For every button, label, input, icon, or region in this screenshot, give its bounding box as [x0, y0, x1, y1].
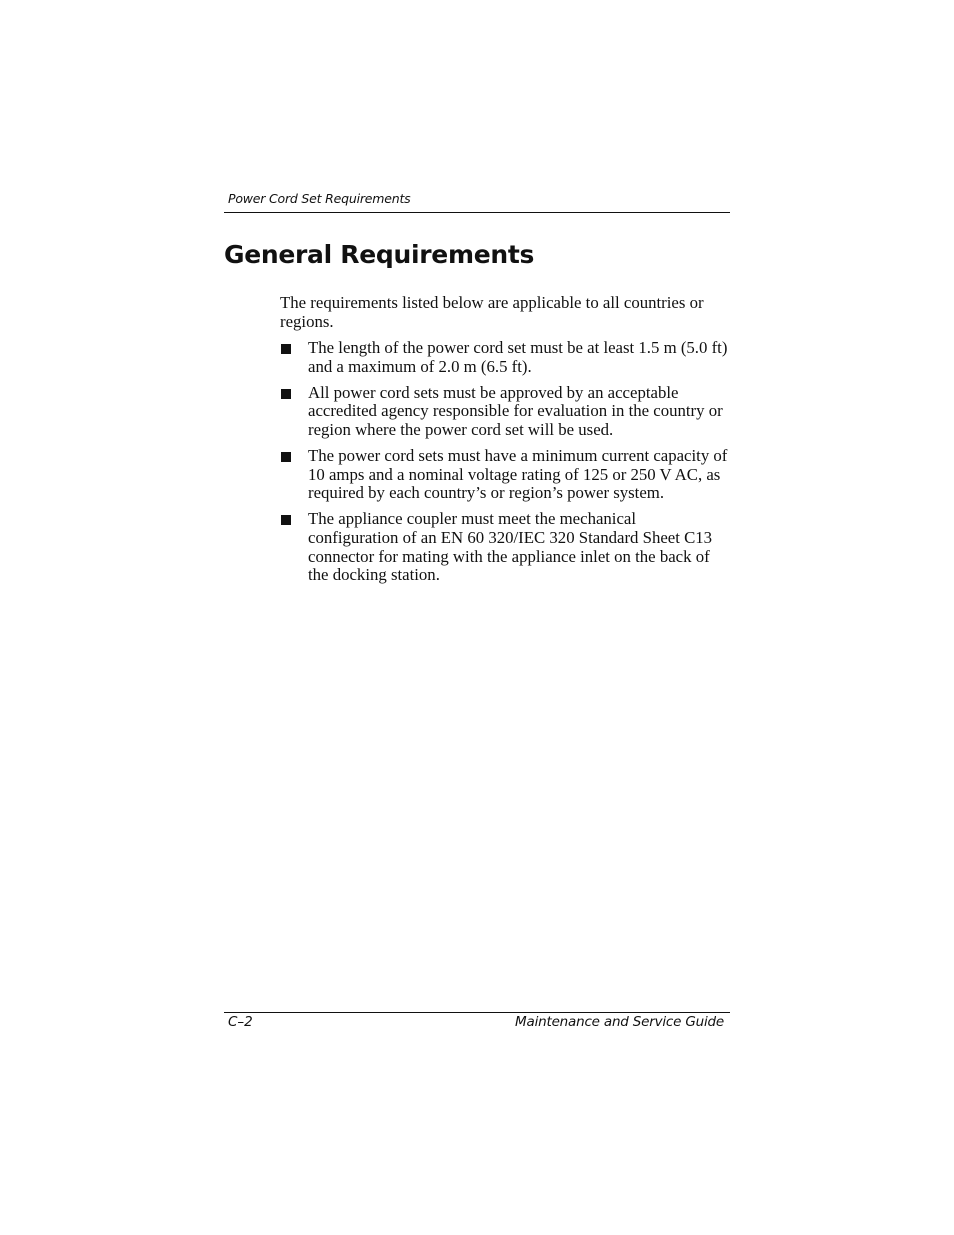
list-item-text: The length of the power cord set must be at least 1.5 m (5.0 ft) and a maximum of 2.0 m (6.5 ft). — [308, 338, 728, 376]
page-number: C–2 — [228, 1014, 253, 1030]
list-item — [280, 510, 730, 584]
square-bullet-icon — [281, 344, 291, 354]
list-item-text: The power cord sets must have a minimum current capacity of 10 amps and a nominal voltage rating of 125 or 250 V AC, as required by each country’s or region’s power system. — [308, 446, 728, 503]
list-item-text: The appliance coupler must meet the mechanical configuration of an EN 60 320/IEC 320 Standard Sheet C13 connector for mating with the appliance inlet on the back of the docking station. — [308, 509, 713, 585]
list-item — [280, 339, 730, 376]
requirements-list — [280, 339, 730, 585]
intro-paragraph: The requirements listed below are applicable to all countries or regions. — [280, 293, 704, 331]
running-header: Power Cord Set Requirements — [228, 191, 411, 206]
square-bullet-icon — [281, 389, 291, 399]
section-body — [280, 294, 730, 592]
list-item — [280, 447, 730, 503]
header-rule — [224, 212, 730, 213]
square-bullet-icon — [281, 515, 291, 525]
list-item — [280, 384, 730, 440]
square-bullet-icon — [281, 452, 291, 462]
footer-rule — [224, 1012, 730, 1013]
section-title: General Requirements — [224, 240, 535, 269]
list-item-text: All power cord sets must be approved by an acceptable accredited agency responsible for evaluation in the country or region where the power cord set will be used. — [308, 382, 723, 440]
guide-title: Maintenance and Service Guide — [515, 1014, 724, 1030]
